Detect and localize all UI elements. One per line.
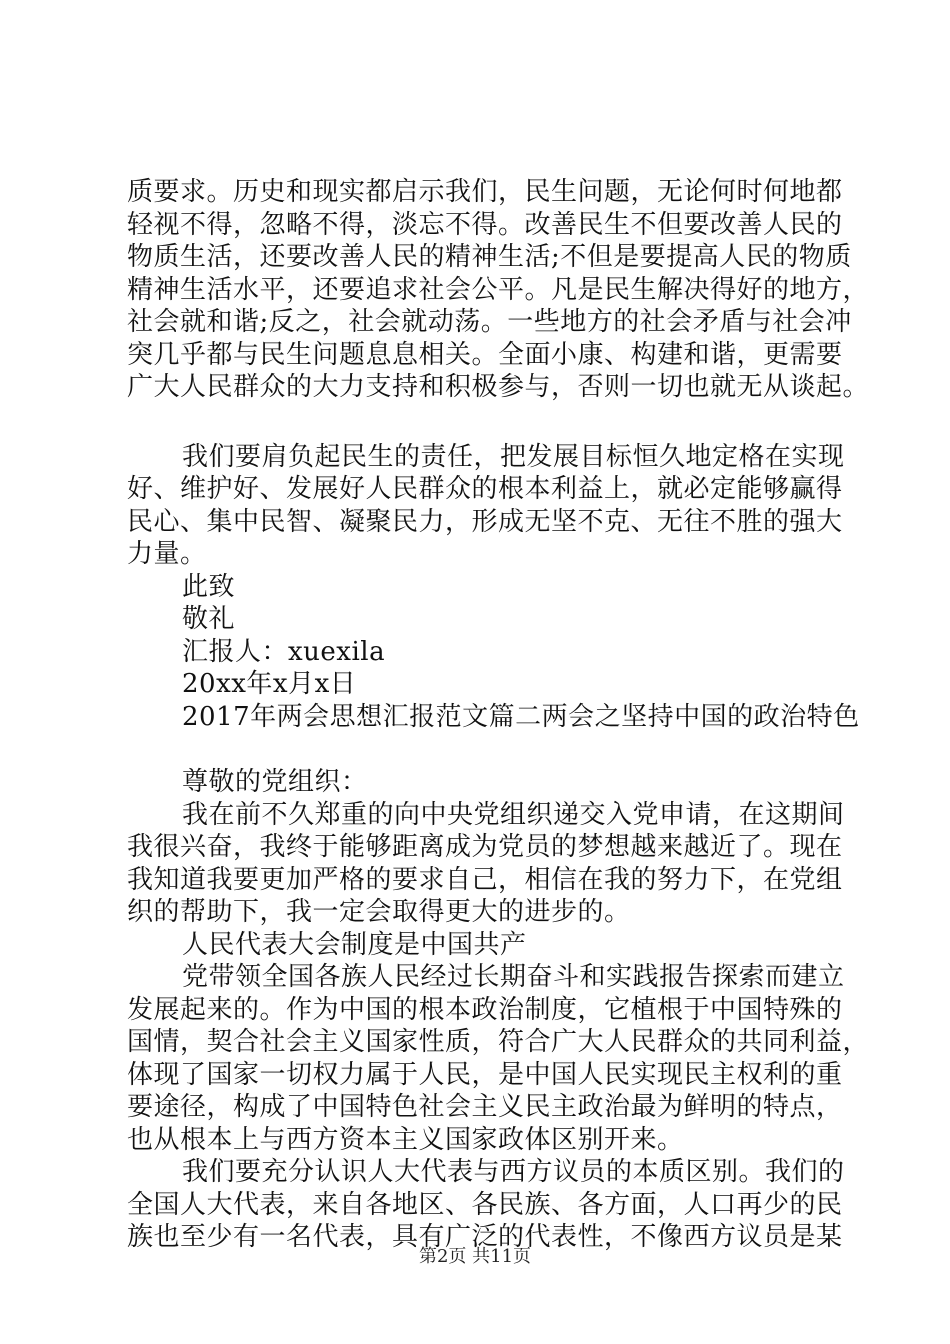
paragraph-6 [127, 1156, 845, 1254]
paragraph-line: 轻视不得，忽略不得，淡忘不得。改善民生不但要改善人民的 [127, 209, 843, 240]
paragraph-line: 人民代表大会制度是中国共产 [182, 929, 527, 960]
greeting: 尊敬的党组织： [182, 767, 368, 797]
salutation-jing-li: 敬礼 [182, 604, 236, 634]
paragraph-line: 精神生活水平，还要追求社会公平。凡是民生解决得好的地方， [127, 274, 870, 305]
paragraph-line: 国情，契合社会主义国家性质，符合广大人民群众的共同利益， [127, 1027, 870, 1057]
salutation-ci-zhi: 此致 [182, 571, 236, 602]
paragraph-3 [127, 799, 845, 929]
paragraph-line: 我知道我要更加严格的要求自己，相信在我的努力下，在党组 [127, 864, 843, 895]
section-title: 2017年两会思想汇报范文篇二两会之坚持中国的政治特色 [182, 701, 860, 732]
paragraph-line: 我们要充分认识人大代表与西方议员的本质区别。我们的 [182, 1157, 845, 1187]
paragraph-4 [127, 929, 837, 962]
paragraph-line: 广大人民群众的大力支持和积极参与，否则一切也就无从谈起。 [127, 372, 870, 402]
paragraph-line: 社会就和谐;反之，社会就动荡。一些地方的社会矛盾与社会冲 [127, 307, 852, 337]
paragraph-line: 发展起来的。作为中国的根本政治制度，它植根于中国特殊的 [127, 994, 843, 1025]
paragraph-line: 要途径，构成了中国特色社会主义民主政治最为鲜明的特点， [127, 1092, 843, 1122]
paragraph-line: 党带领全国各族人民经过长期奋斗和实践报告探索而建立 [182, 962, 845, 992]
paragraph-line: 我在前不久郑重的向中央党组织递交入党申请，在这期间 [182, 799, 845, 830]
page-number-label: 第2页 共11页 [418, 1246, 532, 1267]
paragraph-line: 我很兴奋，我终于能够距离成为党员的梦想越来越近了。现在 [127, 832, 843, 862]
paragraph-line: 我们要肩负起民生的责任，把发展目标恒久地定格在实现 [182, 441, 845, 472]
paragraph-5 [127, 961, 870, 1156]
paragraph-line: 族也至少有一名代表，具有广泛的代表性，不像西方议员是某 [127, 1222, 843, 1252]
paragraph-line: 物质生活，还要改善人民的精神生活;不但是要提高人民的物质 [127, 242, 852, 272]
paragraph-line: 力量。 [127, 539, 207, 569]
paragraph-line: 好、维护好、发展好人民群众的根本利益上，就必定能够赢得 [127, 474, 843, 504]
paragraph-line: 质要求。历史和现实都启示我们，民生问题，无论何时何地都 [127, 177, 843, 207]
paragraph-line: 体现了国家一切权力属于人民，是中国人民实现民主权利的重 [127, 1059, 843, 1090]
paragraph-line: 也从根本上与西方资本主义国家政体区别开来。 [127, 1124, 684, 1155]
paragraph-1 [127, 176, 870, 404]
letter-closing [127, 571, 837, 701]
paragraph-line: 全国人大代表，来自各地区、各民族、各方面，人口再少的民 [127, 1189, 843, 1220]
document-body [127, 176, 870, 1254]
date-line: 20xx年x月x日 [182, 669, 357, 699]
paragraph-line: 民心、集中民智、凝聚民力，形成无坚不克、无往不胜的强大 [127, 506, 843, 537]
paragraph-line: 突几乎都与民生问题息息相关。全面小康、构建和谐，更需要 [127, 339, 843, 370]
page-footer [0, 1242, 950, 1268]
reporter-line: 汇报人：xuexila [182, 636, 386, 667]
paragraph-line: 织的帮助下，我一定会取得更大的进步的。 [127, 897, 631, 927]
paragraph-2 [127, 441, 845, 571]
